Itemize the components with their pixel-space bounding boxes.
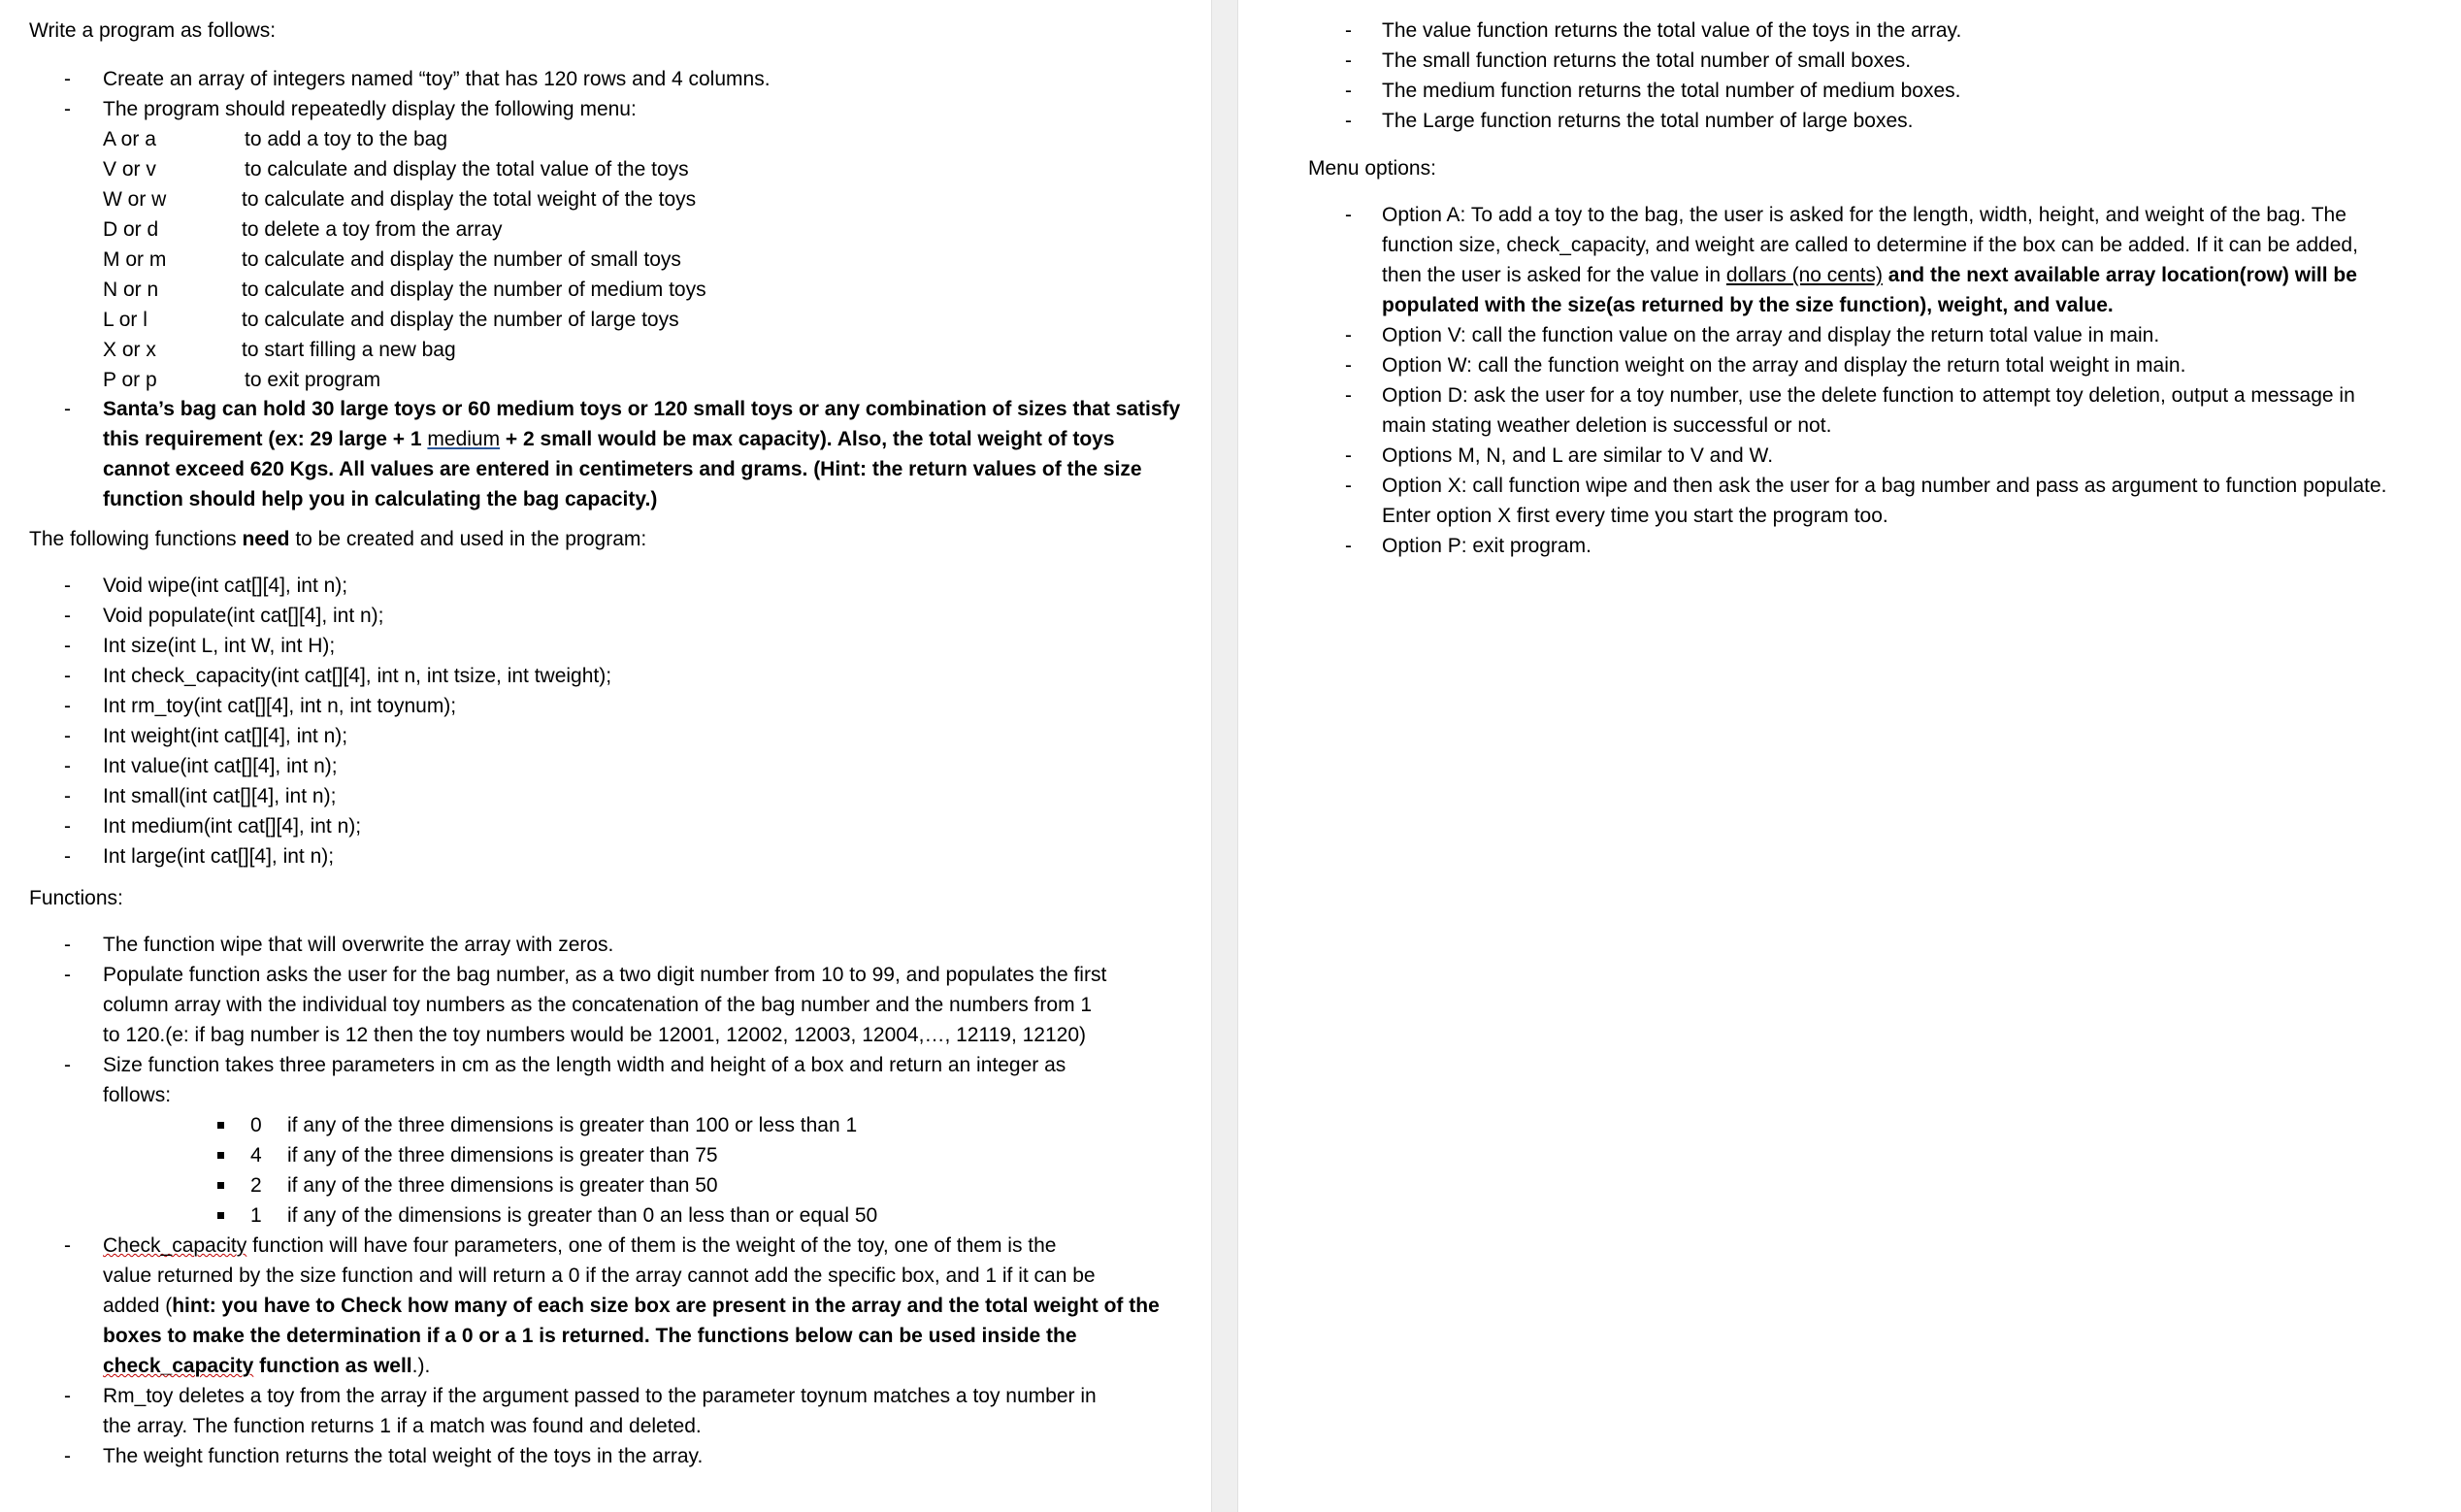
list-item: - Int value(int cat[][4], int n); — [64, 755, 338, 777]
list-item: - Int large(int cat[][4], int n); — [64, 845, 335, 868]
square-bullet-icon — [217, 1182, 224, 1189]
document-page-left — [0, 0, 1211, 1512]
list-item: - The medium function returns the total number of medium boxes. — [1345, 80, 1961, 102]
menu-row: D or d to delete a toy from the array — [103, 218, 503, 241]
list-item: - Option V: call the function value on the array and display the return total value in main. — [1345, 324, 2160, 346]
list-item: - Create an array of integers named “toy” that has 120 rows and 4 columns. — [64, 64, 1180, 94]
list-item: - Options M, N, and L are similar to V and W. — [1345, 444, 1774, 467]
requirements-list — [64, 64, 1180, 124]
page-gutter — [1211, 0, 1238, 1512]
intro-text: Write a program as follows: — [29, 19, 277, 42]
list-item: - The small function returns the total number of small boxes. — [1345, 49, 1912, 72]
list-item: - Int check_capacity(int cat[][4], int n, int tsize, int tweight); — [64, 665, 612, 687]
list-item: - Size function takes three parameters in cm as the length width and height of a box and return an integer as — [64, 1054, 1066, 1076]
santa-requirement: - Santa’s bag can hold 30 large toys or 60 medium toys or 120 small toys or any combination of sizes that satisfy this requirement (ex: 29 large + 1 medium + 2 small would be max capacity). Also, the total weight of toys cannot exceed 620 Kgs. All values are entered in centimeters and grams. (Hint: the return values of the size function should help you in calculating the bag capacity.) — [64, 394, 1180, 514]
document-page-right — [1238, 0, 2461, 1512]
list-item: - The Large function returns the total number of large boxes. — [1345, 110, 1914, 132]
menu-row: P or p to exit program — [103, 369, 381, 391]
list-item: - Void wipe(int cat[][4], int n); — [64, 575, 348, 597]
function-description-list — [1345, 16, 2451, 136]
bullet-dash: - — [64, 398, 71, 420]
size-rule: 4 if any of the three dimensions is greater than 75 — [217, 1140, 1091, 1170]
menu-row: M or m to calculate and display the number of small toys — [103, 248, 681, 271]
list-item: - The program should repeatedly display the following menu: — [64, 94, 1180, 124]
list-item: - The function wipe that will overwrite the array with zeros. — [64, 934, 614, 956]
menu-table — [103, 124, 976, 395]
prototype-list — [64, 571, 1180, 871]
list-item: - Void populate(int cat[][4], int n); — [64, 605, 384, 627]
size-rules — [217, 1110, 1091, 1231]
list-item: - Option X: call function wipe and then ask the user for a bag number and pass as argument to function populate. — [1345, 475, 2387, 497]
size-rule: 2 if any of the three dimensions is greater than 50 — [217, 1170, 1091, 1200]
list-item: - Option A: To add a toy to the bag, the user is asked for the length, width, height, and weight of the bag. The — [1345, 204, 2346, 226]
list-item: - Check_capacity function will have four parameters, one of them is the weight of the toy, one of them is the — [64, 1234, 1057, 1257]
menu-row: A or a to add a toy to the bag — [103, 128, 447, 150]
size-rule: 0 if any of the three dimensions is greater than 100 or less than 1 — [217, 1110, 1091, 1140]
menu-row: W or w to calculate and display the total weight of the toys — [103, 188, 697, 211]
square-bullet-icon — [217, 1122, 224, 1129]
functions-heading: Functions: — [29, 887, 123, 909]
list-item: - Rm_toy deletes a toy from the array if the argument passed to the parameter toynum matches a toy number in — [64, 1385, 1097, 1407]
list-item: - Int rm_toy(int cat[][4], int n, int toynum); — [64, 695, 457, 717]
function-descriptions-2: - Check_capacity function will have four parameters, one of them is the weight of the toy, one of them is the value returned by the size function and will return a 0 if the array cannot add the specific box, and 1 if it can be added (hint: you have to Check how many of each size box are present in the array and the total weight of the boxes to make the determination if a 0 or a 1 is returned. The functions below can be used inside the check_capacity function as well.). - Rm_toy deletes a toy from the array if the argument passed to the parameter toynum matches a toy number in the array. The function returns 1 if a match was found and deleted. - The weight function returns the total weight of the toys in the array. — [64, 1231, 1180, 1471]
list-item: - Int small(int cat[][4], int n); — [64, 785, 337, 807]
menu-row: L or l to calculate and display the number of large toys — [103, 309, 679, 331]
list-item: - Populate function asks the user for the bag number, as a two digit number from 10 to 99, and populates the first — [64, 964, 1107, 986]
list-item: - Int size(int L, int W, int H); — [64, 635, 336, 657]
menu-options-heading: Menu options: — [1308, 157, 1436, 180]
list-item: - Int medium(int cat[][4], int n); — [64, 815, 362, 838]
list-item: - The weight function returns the total weight of the toys in the array. — [64, 1445, 704, 1467]
menu-row: N or n to calculate and display the number of medium toys — [103, 279, 706, 301]
list-item: - Int weight(int cat[][4], int n); — [64, 725, 348, 747]
list-item: - Option P: exit program. — [1345, 535, 1591, 557]
list-item: - Option W: call the function weight on the array and display the return total weight in main. — [1345, 354, 2186, 377]
list-item: - Option D: ask the user for a toy number, use the delete function to attempt toy deletion, output a message in — [1345, 384, 2355, 407]
menu-row: X or x to start filling a new bag — [103, 339, 456, 361]
bullet-dash: - — [64, 68, 71, 90]
size-rule: 1 if any of the dimensions is greater than 0 an less than or equal 50 — [217, 1200, 1091, 1231]
bullet-dash: - — [64, 98, 71, 120]
square-bullet-icon — [217, 1212, 224, 1219]
square-bullet-icon — [217, 1152, 224, 1159]
list-item: - The value function returns the total value of the toys in the array. — [1345, 19, 1962, 42]
functions-intro: The following functions need to be created and used in the program: — [29, 528, 647, 550]
function-descriptions: - The function wipe that will overwrite the array with zeros. - Populate function asks the user for the bag number, as a two digit number from 10 to 99, and populates the first column array with the individual toy numbers as the concatenation of the bag number and the numbers from 1 to 120.(e: if bag number is 12 then the toy numbers would be 12001, 12002, 12003, 12004,…, 12119, 12120) - Size function takes three parameters in cm as the length width and height of a box and return an integer as follows: — [64, 930, 1180, 1110]
menu-row: V or v to calculate and display the total value of the toys — [103, 158, 689, 181]
menu-options-list: - Option A: To add a toy to the bag, the user is asked for the length, width, height, and weight of the bag. The function size, check_capacity, and weight are called to determine if the box can be added. If it can be added, then the user is asked for the value in dollars (no cents) and the next available array location(row) will be populated with the size(as returned by the size function), weight, and value. - Option V: call the function value on the array and display the return total value in main. - Option W: call the function weight on the array and display the return total weight in main. - Option D: ask the user for a toy number, use the delete function to attempt toy deletion, output a message in main stating weather deletion is successful or not. - Options M, N, and L are similar to V and W. - Option X: call function wipe and then ask the user for a bag number and pass as argument to function populate. Enter option X first every time you start the program too. - Option P: exit program. — [1345, 200, 2451, 561]
